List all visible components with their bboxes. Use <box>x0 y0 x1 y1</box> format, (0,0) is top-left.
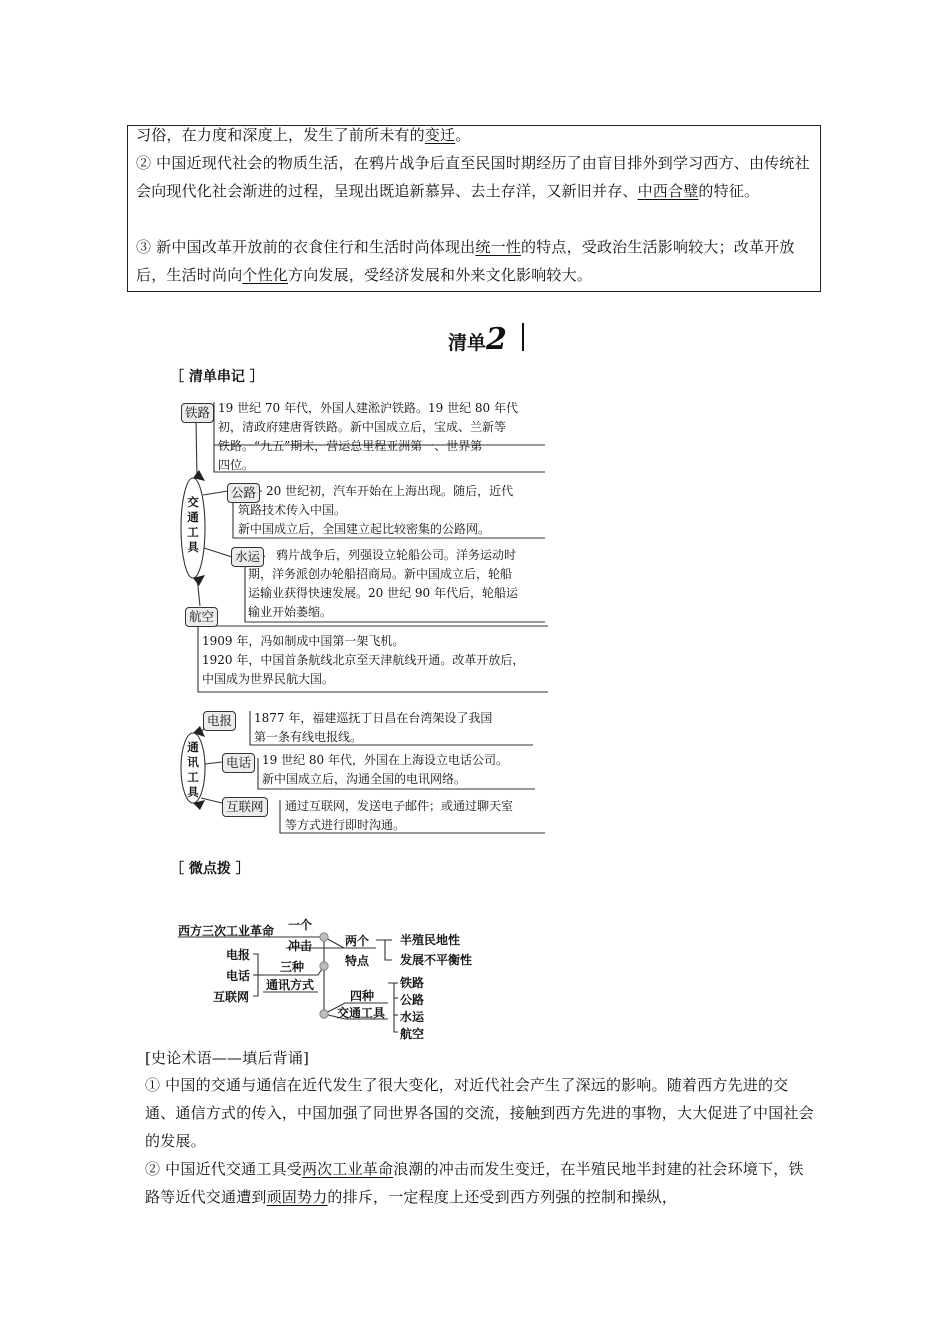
text-line: 筑路技术传入中国。 <box>238 503 347 517</box>
text: 方向发展，受经济发展和外来文化影响较大。 <box>288 266 593 284</box>
text: ③ 新中国改革开放前的衣食住行和生活时尚体现出 <box>136 238 476 256</box>
answer-underline: 个性化 <box>242 266 289 284</box>
text: 习俗，在力度和深度上，发生了前所未有的 <box>136 126 425 144</box>
diagram-transport-item-1: 铁路 <box>400 976 425 990</box>
aviation-text <box>202 632 562 689</box>
diagram-comm-item-1: 电报 <box>226 948 251 962</box>
diagram-comm-item-3: 互联网 <box>213 990 250 1004</box>
label-telegraph: 电报 <box>203 711 236 731</box>
text-line: 等方式进行即时沟通。 <box>285 818 406 832</box>
label-telephone: 电话 <box>222 753 255 773</box>
text-line: 19 世纪 70 年代，外国人建淞沪铁路。19 世纪 80 年代 <box>218 401 518 415</box>
category-char: 工 <box>187 525 199 539</box>
waterway-text <box>248 546 558 622</box>
text: ② 中国近代交通工具受 <box>145 1160 302 1178</box>
section-title-list: ［ 清单串记 ］ <box>170 369 264 385</box>
diagram-transport-top: 四种 <box>350 989 375 1003</box>
text-line: 输业开始萎缩。 <box>248 605 333 619</box>
text-line: 鸦片战争后，列强设立轮船公司。洋务运动时 <box>276 548 517 562</box>
section-title-tips: ［ 微点拨 ］ <box>170 861 250 877</box>
answer-underline: 两次工业革命 <box>301 1160 394 1178</box>
text-line: 新中国成立后，沟通全国的电讯网络。 <box>262 772 467 786</box>
text-line: 第一条有线电报线。 <box>254 730 363 744</box>
telephone-text <box>262 751 562 789</box>
category-char: 具 <box>187 785 199 799</box>
telegraph-text <box>254 709 554 747</box>
text-line: 初，清政府建唐胥铁路。新中国成立后，宝成、兰新等 <box>218 420 507 434</box>
label-internet: 互联网 <box>222 797 268 817</box>
terms-title: [史论术语——填后背诵] <box>145 1049 310 1067</box>
category-communication <box>186 740 200 800</box>
answer-underline: 中西合璧 <box>637 182 699 200</box>
terms-paragraph-1: ① 中国的交通与通信在近代发生了很大变化，对近代社会产生了深远的影响。随着西方先进的交通、通信方式的传入，中国加强了同世界各国的交流，接触到西方先进的事物，大大促进了中国社会的发展。 <box>145 1076 814 1150</box>
text: 的排斥，一定程度上还受到西方列强的控制和操纵， <box>327 1188 678 1206</box>
diagram-transport-item-2: 公路 <box>400 993 425 1007</box>
terms-paragraph-2 <box>145 1155 815 1211</box>
category-char: 交 <box>187 495 199 509</box>
diagram-comm-bottom: 通讯方式 <box>266 978 315 992</box>
category-transport <box>186 495 200 555</box>
diagram-feature-2: 发展不平衡性 <box>400 953 473 967</box>
text: 的特点，受政治生活影响较大；改革开放后，生活时尚向 <box>136 238 795 284</box>
diagram-transport-bottom: 交通工具 <box>337 1006 386 1020</box>
text-line: 1877 年，福建巡抚丁日昌在台湾架设了我国 <box>254 711 493 725</box>
text-line: 中国成为世界民航大国。 <box>202 672 335 686</box>
answer-underline: 顽固势力 <box>266 1188 328 1206</box>
text-line: 运输业获得快速发展。20 世纪 90 年代后，轮船运 <box>248 586 518 600</box>
label-waterway: 水运 <box>231 547 264 567</box>
category-char: 具 <box>187 540 199 554</box>
diagram-transport-item-4: 航空 <box>400 1027 425 1041</box>
text: 浪潮的冲击而发生变迁，在半殖民地半封建的社会环境下，铁路等近代交通遭到 <box>145 1160 804 1206</box>
text-line: 19 世纪 80 年代，外国在上海设立电话公司。 <box>262 753 508 767</box>
internet-text <box>285 797 555 835</box>
category-char: 通 <box>187 740 199 754</box>
text-line: 铁路。“九五”期末，营运总里程亚洲第一、世界第 <box>218 439 483 453</box>
label-railway: 铁路 <box>181 403 214 423</box>
diagram-impact-bottom: 冲击 <box>288 939 313 953</box>
text: ② 中国近现代社会的物质生活，在鸦片战争后直至民国时期经历了由盲目排外到学习西方、由传统社会向现代化社会渐进的过程，呈现出既追新慕异、去土存洋，又新旧并存、 <box>136 154 810 200</box>
label-highway: 公路 <box>227 483 260 503</box>
heading-number: 2 <box>486 322 507 357</box>
text-line: 20 世纪初，汽车开始在上海出现。随后，近代 <box>266 484 514 498</box>
category-char: 讯 <box>187 755 199 769</box>
diagram-comm-top: 三种 <box>280 960 305 974</box>
label-aviation: 航空 <box>185 607 218 627</box>
diagram-source: 西方三次工业革命 <box>178 924 275 938</box>
text-line: 通过互联网，发送电子邮件；或通过聊天室 <box>285 799 514 813</box>
diagram-feature-1: 半殖民地性 <box>400 933 461 947</box>
highway-text <box>238 482 558 539</box>
text: 。 <box>455 126 471 144</box>
text-line: 1909 年，冯如制成中国第一架飞机。 <box>202 634 405 648</box>
answer-underline: 统一性 <box>475 238 521 256</box>
text-line: 1920 年，中国首条航线北京至天津航线开通。改革开放后， <box>202 653 525 667</box>
text-line: 期，洋务派创办轮船招商局。新中国成立后，轮船 <box>248 567 513 581</box>
category-char: 通 <box>187 510 199 524</box>
category-char: 工 <box>187 770 199 784</box>
text-line: 四位。 <box>218 458 255 472</box>
diagram-transport-item-3: 水运 <box>400 1010 425 1024</box>
text-line: 新中国成立后，全国建立起比较密集的公路网。 <box>238 522 491 536</box>
diagram-features-bottom: 特点 <box>345 954 370 968</box>
railway-text <box>218 399 548 475</box>
text: 的特征。 <box>698 182 760 200</box>
diagram-impact-top: 一个 <box>288 918 313 932</box>
answer-underline: 变迁 <box>424 126 456 144</box>
heading-text: 清单 <box>448 332 487 354</box>
diagram-comm-item-2: 电话 <box>226 969 251 983</box>
diagram-features-top: 两个 <box>345 934 370 948</box>
